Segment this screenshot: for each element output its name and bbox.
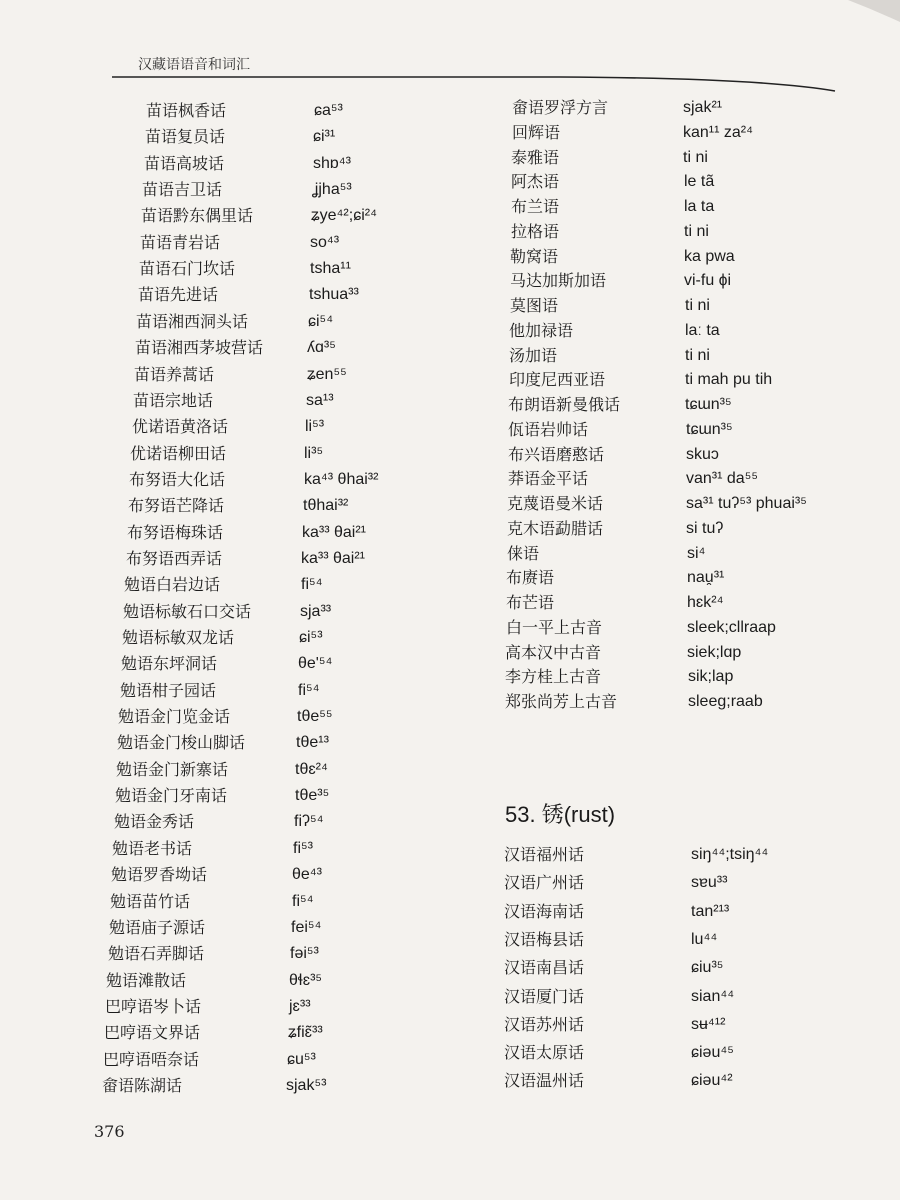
pronunciation: nau̯³¹ xyxy=(687,569,725,587)
pronunciation: sa³¹ tuʔ⁵³ phuai³⁵ xyxy=(686,495,807,512)
language-name: 布努语芒降话 xyxy=(128,496,225,516)
pronunciation: sɐu³³ xyxy=(691,874,728,892)
pronunciation: ɕu⁵³ xyxy=(287,1050,316,1068)
language-name: 苗语枫香话 xyxy=(146,101,227,120)
pronunciation: siek;lɑp xyxy=(687,643,742,661)
language-name: 勉语金门览金话 xyxy=(118,707,231,727)
language-name: 汉语广州话 xyxy=(504,873,585,893)
language-name: 布努语大化话 xyxy=(129,469,226,489)
language-name: 勉语金门新寨话 xyxy=(116,759,229,779)
language-name: 白一平上古音 xyxy=(506,617,603,637)
language-name: 郑张尚芳上古音 xyxy=(505,692,618,711)
language-name: 布努语梅珠话 xyxy=(127,522,224,542)
language-name: 苗语复员话 xyxy=(145,127,226,147)
pronunciation: ti ni xyxy=(684,222,709,240)
pronunciation: si tuʔ xyxy=(686,519,724,537)
language-name: 苗语高坡话 xyxy=(144,153,225,173)
language-name: 布赓语 xyxy=(506,568,555,588)
language-name: 莽语金平话 xyxy=(508,469,589,489)
pronunciation: ti mah pu tih xyxy=(685,371,773,389)
running-header-title: 汉藏语语音和词汇 xyxy=(138,57,250,73)
pronunciation: sleek;cllraap xyxy=(687,618,776,636)
language-name: 拉格语 xyxy=(511,221,560,241)
pronunciation: ka⁴³ θhai³² xyxy=(304,470,379,488)
pronunciation: sjak⁵³ xyxy=(286,1076,327,1094)
pronunciation: ʝjha⁵³ xyxy=(312,181,352,199)
language-name: 汉语温州话 xyxy=(504,1071,585,1091)
language-name: 高本汉中古音 xyxy=(505,642,602,662)
pronunciation: ti ni xyxy=(685,346,710,364)
pronunciation: sa¹³ xyxy=(306,391,334,409)
language-name: 勉语庙子源话 xyxy=(109,917,206,937)
page-number: 376 xyxy=(94,1122,125,1141)
pronunciation: sik;lap xyxy=(688,668,734,686)
pronunciation: kan¹¹ za²⁴ xyxy=(683,123,753,141)
language-name: 苗语黔东偶里话 xyxy=(141,206,254,226)
pronunciation: tθhai³² xyxy=(303,497,349,515)
language-name: 勉语石弄脚话 xyxy=(108,944,205,964)
pronunciation: van³¹ da⁵⁵ xyxy=(686,470,758,488)
pronunciation: la ta xyxy=(684,198,715,215)
pronunciation: fi⁵⁴ xyxy=(301,576,323,594)
language-name: 俫语 xyxy=(507,543,540,563)
language-name: 汉语南昌话 xyxy=(504,958,585,978)
pronunciation: siŋ⁴⁴;tsiŋ⁴⁴ xyxy=(691,846,769,863)
pronunciation: fi⁵⁴ xyxy=(298,681,320,699)
language-name: 勉语标敏双龙话 xyxy=(122,628,235,647)
pronunciation: tθe¹³ xyxy=(296,734,329,752)
pronunciation: ti ni xyxy=(683,148,708,166)
language-name: 泰雅语 xyxy=(511,147,560,167)
language-name: 布努语西弄话 xyxy=(126,548,223,568)
language-name: 勒窝语 xyxy=(510,246,559,266)
pronunciation: vi-fu ɸi xyxy=(684,272,732,290)
language-name: 汉语梅县话 xyxy=(504,929,585,949)
pronunciation: jɛ³³ xyxy=(289,997,311,1015)
language-name: 汉语福州话 xyxy=(504,845,585,864)
language-name: 畲语陈湖话 xyxy=(102,1075,183,1095)
pronunciation: si⁴ xyxy=(687,544,706,562)
pronunciation: sian⁴⁴ xyxy=(691,987,735,1005)
language-name: 勉语金门牙南话 xyxy=(115,786,228,806)
pronunciation: fi⁵³ xyxy=(293,839,313,857)
language-name: 苗语青岩话 xyxy=(140,232,221,252)
pronunciation: li⁵³ xyxy=(305,418,325,436)
language-name: 布兴语磨憨话 xyxy=(508,444,605,464)
language-name: 李方桂上古音 xyxy=(505,667,602,687)
language-name: 苗语湘西茅坡营话 xyxy=(135,338,264,358)
pronunciation: ɕa⁵³ xyxy=(314,102,343,119)
language-name: 阿杰语 xyxy=(511,172,560,192)
language-name: 优诺语黄洛话 xyxy=(132,417,229,437)
language-name: 优诺语柳田话 xyxy=(130,443,227,463)
language-name: 畲语罗浮方言 xyxy=(512,98,609,117)
language-name: 勉语东坪洞话 xyxy=(121,654,218,674)
language-name: 布朗语新曼俄话 xyxy=(508,395,621,414)
pronunciation: ka³³ θai²¹ xyxy=(302,523,367,541)
pronunciation: tshua³³ xyxy=(309,286,359,304)
language-name: 勉语老书话 xyxy=(112,838,193,858)
language-name: 佤语岩帅话 xyxy=(508,419,589,439)
language-name: 布兰语 xyxy=(511,197,560,216)
pronunciation: ti ni xyxy=(685,297,710,314)
pronunciation: fi⁵⁴ xyxy=(292,892,314,910)
language-name: 巴哼语唔奈话 xyxy=(103,1049,200,1069)
pronunciation: tan²¹³ xyxy=(691,902,730,920)
language-name: 汤加语 xyxy=(509,345,558,365)
pronunciation: θɬɛ³⁵ xyxy=(289,971,323,989)
language-name: 汉语太原话 xyxy=(504,1043,585,1063)
language-name: 马达加斯加语 xyxy=(510,271,607,291)
pronunciation: fei⁵⁴ xyxy=(291,918,322,936)
pronunciation: tɕɯn³⁵ xyxy=(686,420,733,438)
section-heading: 53. 锈(rust) xyxy=(505,802,616,827)
language-name: 勉语白岩边话 xyxy=(124,575,221,595)
pronunciation: sjak²¹ xyxy=(683,99,723,116)
pronunciation: ʑfiɛ̃³³ xyxy=(288,1024,323,1042)
pronunciation: ʑye⁴²;ɕi²⁴ xyxy=(311,207,377,225)
language-name: 勉语标敏石口交话 xyxy=(123,601,252,621)
language-name: 克蔑语曼米话 xyxy=(507,494,604,513)
pronunciation: ka pwa xyxy=(684,247,735,265)
language-name: 回辉语 xyxy=(512,122,561,142)
pronunciation: sja³³ xyxy=(300,602,332,620)
pronunciation: ɕiəu⁴⁵ xyxy=(691,1044,734,1062)
language-name: 他加禄语 xyxy=(509,320,574,340)
language-name: 勉语柑子园话 xyxy=(120,680,217,700)
language-name: 勉语罗香坳话 xyxy=(111,865,208,885)
pronunciation: ɕiu³⁵ xyxy=(691,959,724,977)
pronunciation: ka³³ θai²¹ xyxy=(301,549,366,567)
pronunciation: ʎɑ³⁵ xyxy=(307,339,336,357)
page-corner-fold xyxy=(840,0,900,24)
pronunciation: fiʔ⁵⁴ xyxy=(294,813,324,831)
pronunciation: le tã xyxy=(684,173,715,191)
pronunciation: fəi⁵³ xyxy=(290,945,319,963)
pronunciation: sleeg;raab xyxy=(688,693,763,710)
language-name: 汉语厦门话 xyxy=(504,986,585,1006)
language-name: 苗语宗地话 xyxy=(133,390,214,410)
language-name: 苗语湘西洞头话 xyxy=(136,311,249,331)
language-name: 巴哼语岑卜话 xyxy=(105,996,202,1016)
pronunciation: tθɛ²⁴ xyxy=(295,760,328,778)
header-rule xyxy=(0,0,900,110)
pronunciation: ɕi³¹ xyxy=(313,128,336,146)
pronunciation: shɒ⁴³ xyxy=(313,154,351,172)
language-name: 苗语养蒿话 xyxy=(134,364,215,384)
language-name: 苗语石门坎话 xyxy=(139,259,236,279)
pronunciation: laː ta xyxy=(685,321,720,339)
pronunciation: θe'⁵⁴ xyxy=(298,655,333,673)
pronunciation: ʑen⁵⁵ xyxy=(307,365,347,383)
language-name: 勉语滩散话 xyxy=(106,970,187,990)
language-name: 勉语苗竹话 xyxy=(110,891,191,911)
language-name: 莫图语 xyxy=(510,296,559,315)
pronunciation: θe⁴³ xyxy=(292,866,322,884)
language-name: 勉语金门梭山脚话 xyxy=(117,733,246,753)
pronunciation: ɕi⁵³ xyxy=(299,629,323,646)
language-name: 苗语吉卫话 xyxy=(142,180,223,200)
language-name: 汉语海南话 xyxy=(504,901,585,921)
pronunciation: skuɔ xyxy=(686,445,719,463)
language-name: 克木语勐腊话 xyxy=(507,518,604,538)
pronunciation: ɕiəu⁴² xyxy=(691,1072,733,1090)
language-name: 布芒语 xyxy=(506,593,555,612)
pronunciation: tɕɯn³⁵ xyxy=(685,396,732,413)
pronunciation: tsha¹¹ xyxy=(310,260,351,278)
language-name: 勉语金秀话 xyxy=(114,812,195,832)
pronunciation: sʉ⁴¹² xyxy=(691,1015,726,1033)
language-name: 印度尼西亚语 xyxy=(509,370,606,390)
pronunciation: hɛk²⁴ xyxy=(687,594,724,611)
pronunciation: tθe³⁵ xyxy=(295,787,330,805)
pronunciation: tθe⁵⁵ xyxy=(297,708,333,726)
pronunciation: so⁴³ xyxy=(310,233,340,251)
pronunciation: ɕi⁵⁴ xyxy=(308,312,334,330)
language-name: 苗语先进话 xyxy=(138,285,219,305)
pronunciation: lu⁴⁴ xyxy=(691,930,718,948)
language-name: 汉语苏州话 xyxy=(504,1014,585,1034)
pronunciation: li³⁵ xyxy=(304,444,324,462)
language-name: 巴哼语文界话 xyxy=(104,1023,201,1043)
